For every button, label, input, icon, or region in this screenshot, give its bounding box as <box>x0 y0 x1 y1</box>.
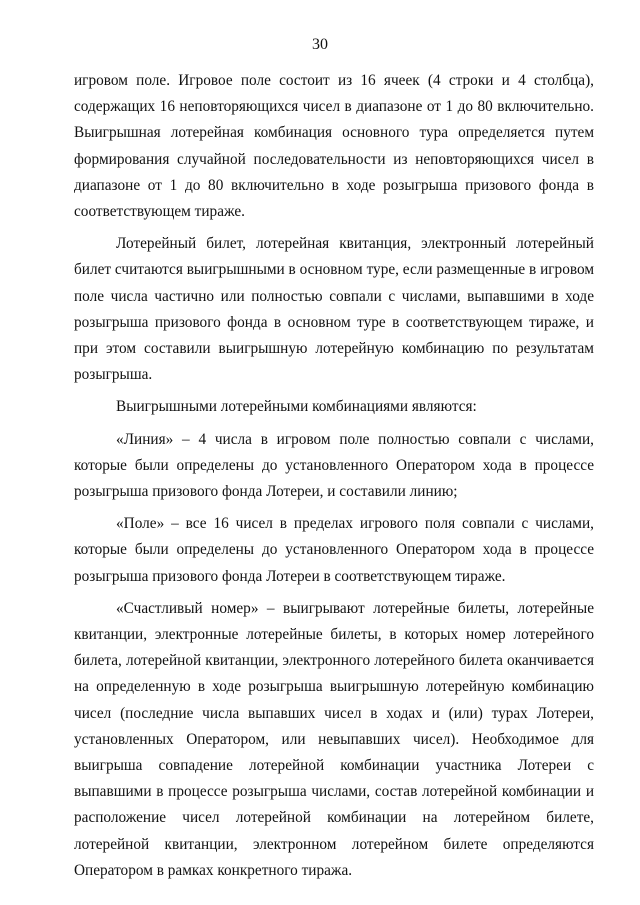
paragraph-game-field: игровом поле. Игровое поле состоит из 16 ячеек (4 строки и 4 столбца), содержащих 16 неповторяющихся чисел в диапазоне от 1 до 80 включительно. Выигрышная лотерейная комбинация основного тура определяется путем формирования случайной последовательности из неповторяющихся чисел в диапазоне от 1 до 80 включительно в ходе розыгрыша призового фонда в соответствующем тираже. <box>74 72 594 221</box>
paragraph-field: «Поле» – все 16 чисел в пределах игрового поля совпали с числами, которые были определены до установленного Оператором хода в процессе розыгрыша призового фонда Лотереи в соответствующем тираже. <box>74 515 594 585</box>
paragraph-winning-combinations-intro: Выигрышными лотерейными комбинациями являются: <box>116 398 477 416</box>
page-number: 30 <box>312 36 328 53</box>
paragraph-winning-tickets: Лотерейный билет, лотерейная квитанция, электронный лотерейный билет считаются выигрышными в основном туре, если размещенные в игровом поле числа частично или полностью совпали с числами, выпавшими в ходе розыгрыша призового фонда в основном туре в соответствующем тираже, и при этом составили выигрышную лотерейную комбинацию по результатам розыгрыша. <box>74 235 594 384</box>
paragraph-line: «Линия» – 4 числа в игровом поле полностью совпали с числами, которые были определены до установленного Оператором хода в процессе розыгрыша призового фонда Лотереи, и составили линию; <box>74 430 594 501</box>
document-body <box>74 68 594 884</box>
paragraph-lucky-number: «Счастливый номер» – выигрывают лотерейные билеты, лотерейные квитанции, электронные лотерейные билеты, в которых номер лотерейного билета, лотерейной квитанции, электронного лотерейного билета оканчивается на определенную в ходе розыгрыша выигрышную лотерейную комбинацию чисел (последние числа выпавших чисел в ходах и (или) турах Лотереи, установленных Оператором, или невыпавших чисел). Необходимое для выигрыша совпадение лотерейной комбинации участника Лотереи с выпавшими в процессе розыгрыша числами, состав лотерейной комбинации и расположение чисел лотерейной комбинации на лотерейном билете, лотерейной квитанции, электронном лотерейном билете определяются Оператором в рамках конкретного тиража. <box>74 599 594 879</box>
